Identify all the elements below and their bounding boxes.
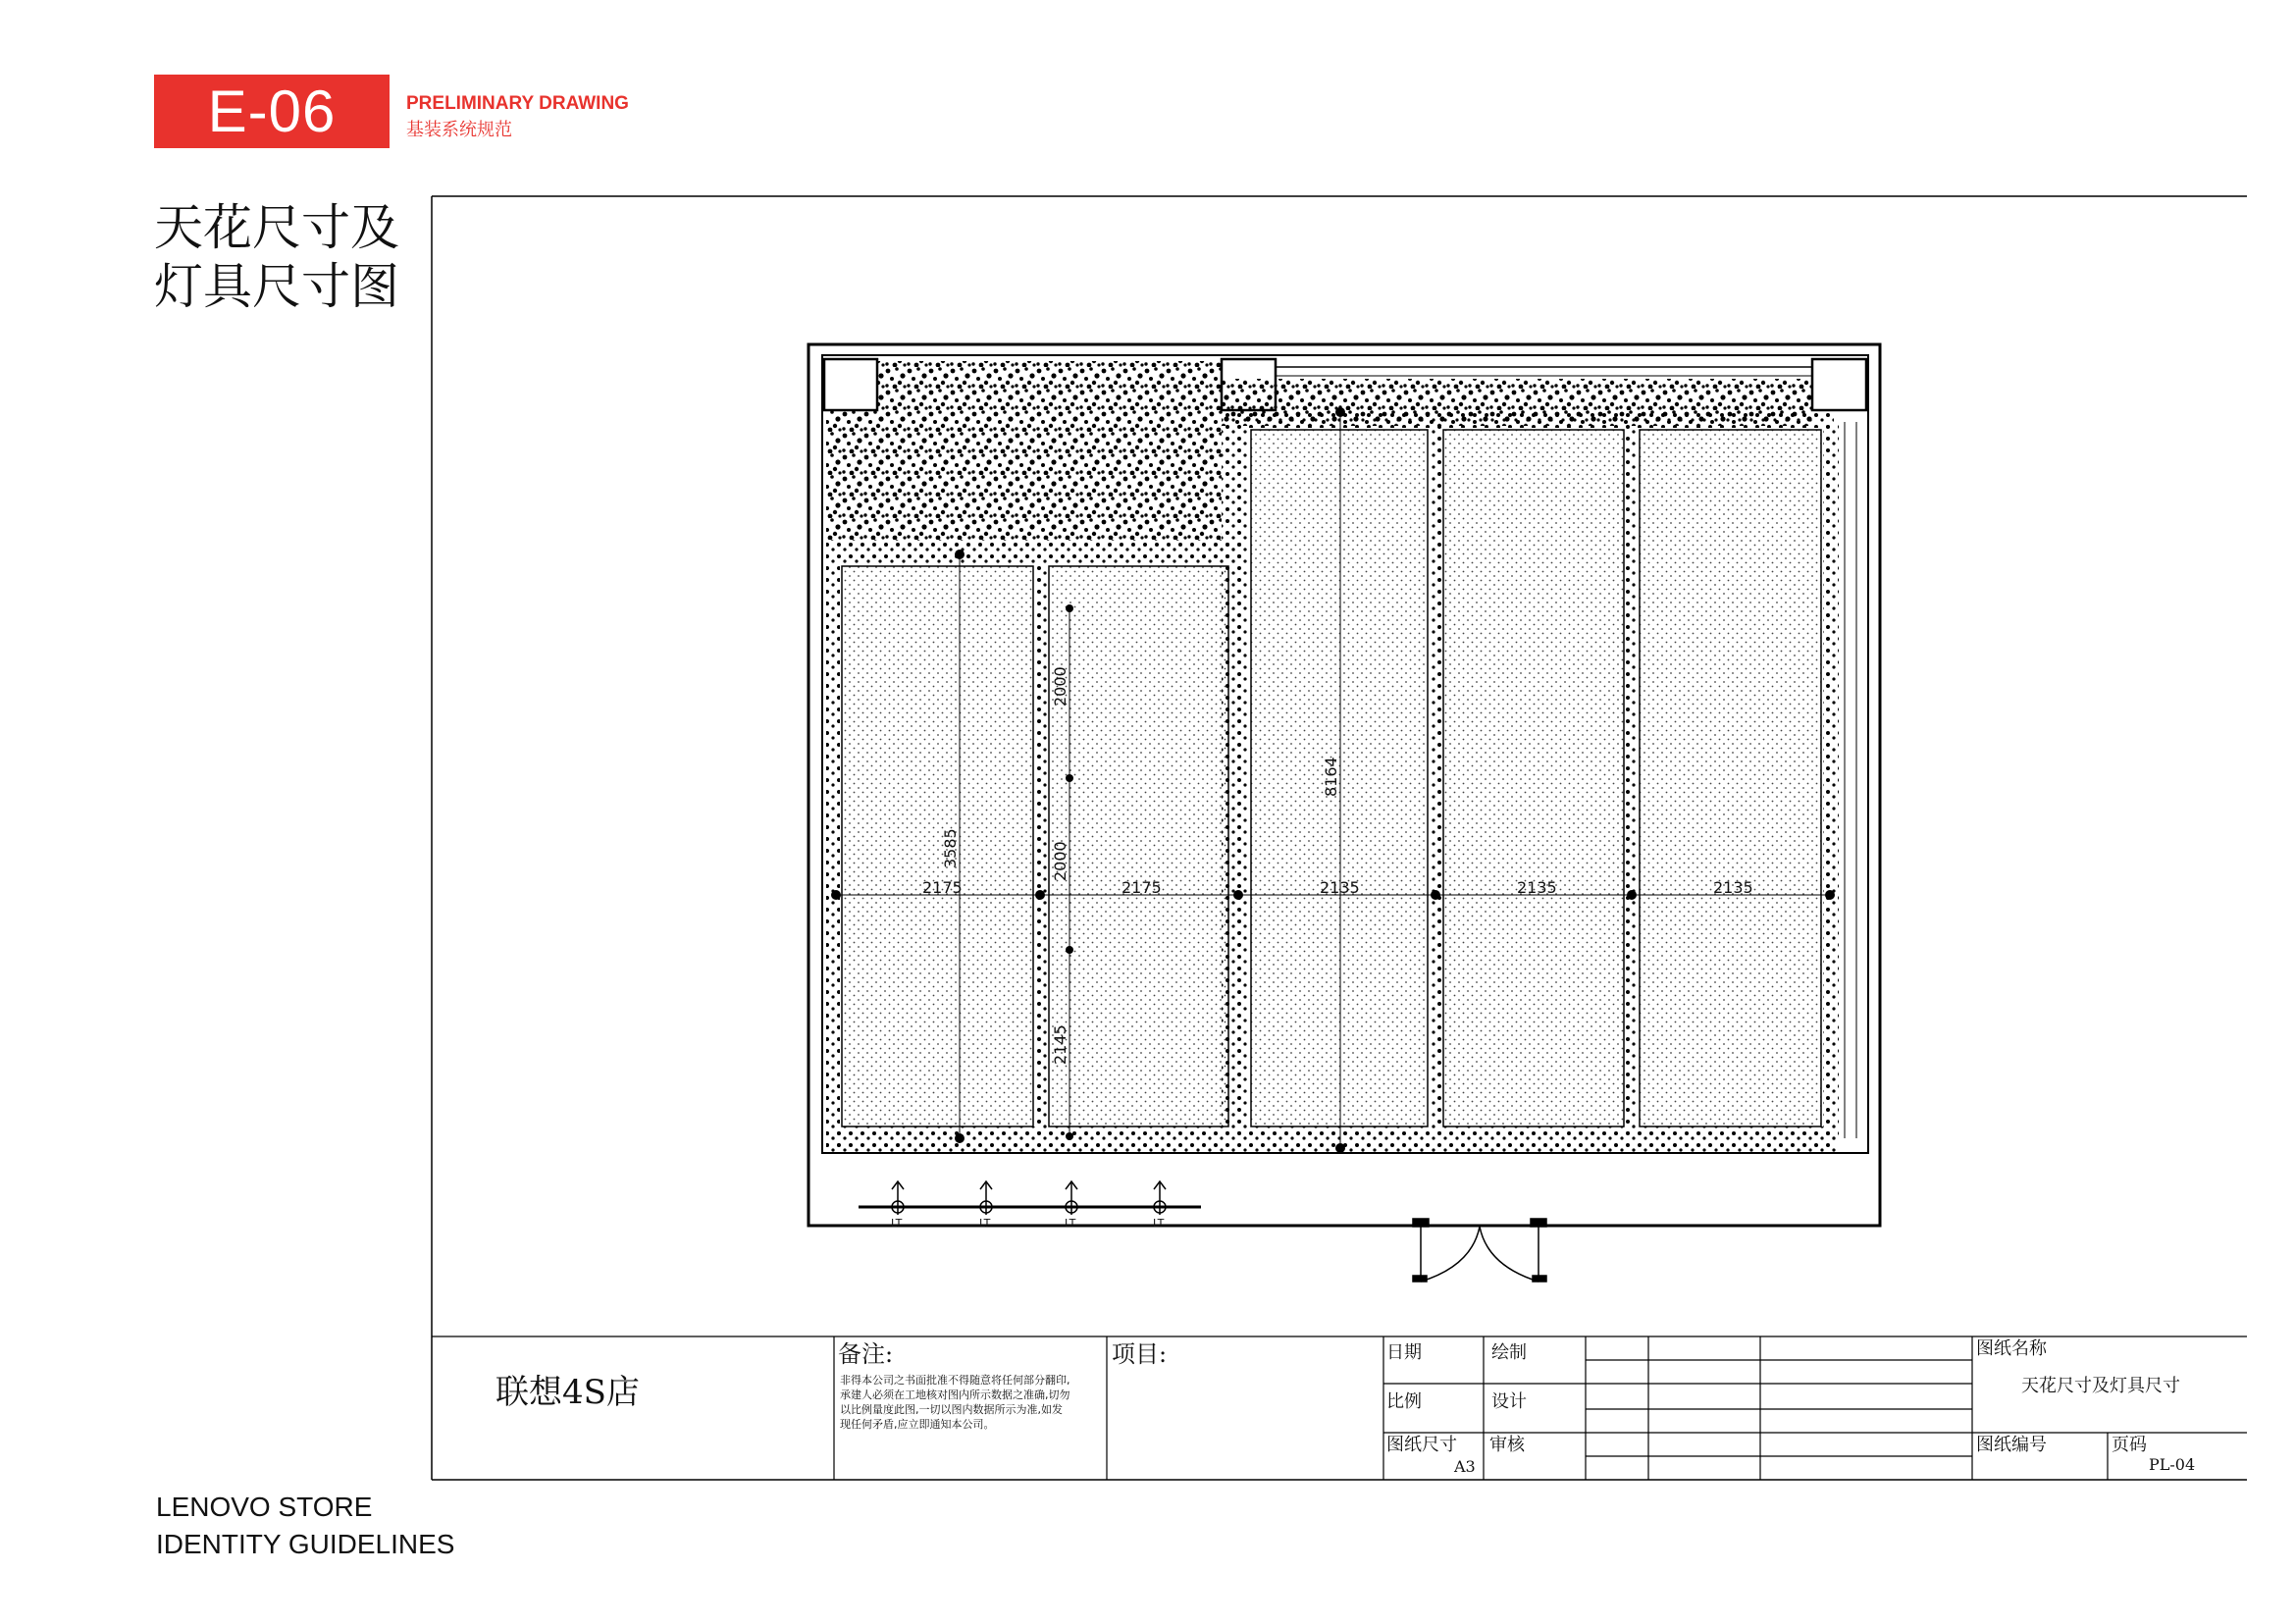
size-value: A3: [1454, 1457, 1476, 1476]
drawing-name-label: 图纸名称: [1976, 1338, 2047, 1359]
date-label: 日期: [1386, 1342, 1422, 1363]
entrance-door: [1413, 1219, 1546, 1282]
notes-line: 以比例量度此图,一切以图内数据所示为准,如发: [840, 1403, 1063, 1416]
notes-line: 非得本公司之书面批准不得随意将任何部分翻印,: [840, 1374, 1070, 1387]
size-label: 图纸尺寸: [1386, 1435, 1457, 1455]
footer-brand-line1: LENOVO STORE: [156, 1492, 373, 1522]
light-fixture-labels: [891, 1217, 1165, 1230]
item-label: 项目:: [1112, 1340, 1168, 1368]
draw-label: 绘制: [1491, 1342, 1527, 1363]
dim-label: 2175: [922, 878, 963, 897]
dim-label: 2175: [1121, 878, 1162, 897]
back-room-fill: [877, 361, 1222, 410]
fixture-label: LT: [1153, 1217, 1165, 1230]
review-label: 审核: [1489, 1435, 1525, 1455]
title-block-grid: [432, 1336, 2247, 1480]
design-label: 设计: [1491, 1391, 1527, 1412]
preliminary-drawing-label: PRELIMINARY DRAWING: [406, 93, 629, 114]
page-title-line1: 天花尺寸及: [154, 199, 399, 256]
drawing-name-value: 天花尺寸及灯具尺寸: [2021, 1376, 2180, 1396]
ceiling-panel: [842, 566, 1033, 1126]
ceiling-panel: [1443, 430, 1624, 1126]
dim-label: 2000: [1051, 666, 1069, 707]
notes-text: [840, 1373, 1070, 1431]
light-track: [859, 1181, 1201, 1215]
fixture-label: LT: [1065, 1217, 1076, 1230]
dim-label: 2135: [1713, 878, 1753, 897]
page-title-line2: 灯具尺寸图: [154, 258, 399, 315]
preliminary-drawing-cn-label: 基装系统规范: [406, 120, 512, 139]
fixture-label: LT: [979, 1217, 991, 1230]
notes-line: 承建人必须在工地核对图内所示数据之准确,切勿: [840, 1388, 1070, 1401]
sheet-code-badge: E-06: [154, 75, 390, 148]
page-label: 页码: [2112, 1435, 2147, 1455]
scale-label: 比例: [1386, 1391, 1422, 1412]
notes-line: 现任何矛盾,应立即通知本公司。: [840, 1418, 995, 1431]
dim-label: 8164: [1322, 757, 1340, 797]
drawing-no-label: 图纸编号: [1976, 1435, 2047, 1455]
project-name: 联想4S店: [496, 1373, 640, 1412]
ceiling-panel: [1640, 430, 1821, 1126]
dim-label: 2145: [1051, 1024, 1069, 1065]
back-room-fill-lower: [826, 410, 1222, 541]
ceiling-panel: [1049, 566, 1228, 1126]
notes-label: 备注:: [838, 1340, 894, 1368]
page-value: PL-04: [2149, 1455, 2196, 1474]
dim-label: 3585: [941, 828, 960, 868]
dim-label: 2000: [1051, 841, 1069, 881]
footer-brand-line2: IDENTITY GUIDELINES: [156, 1529, 455, 1559]
dim-label: 2135: [1517, 878, 1557, 897]
fixture-label: LT: [891, 1217, 903, 1230]
dim-label: 2135: [1320, 878, 1360, 897]
